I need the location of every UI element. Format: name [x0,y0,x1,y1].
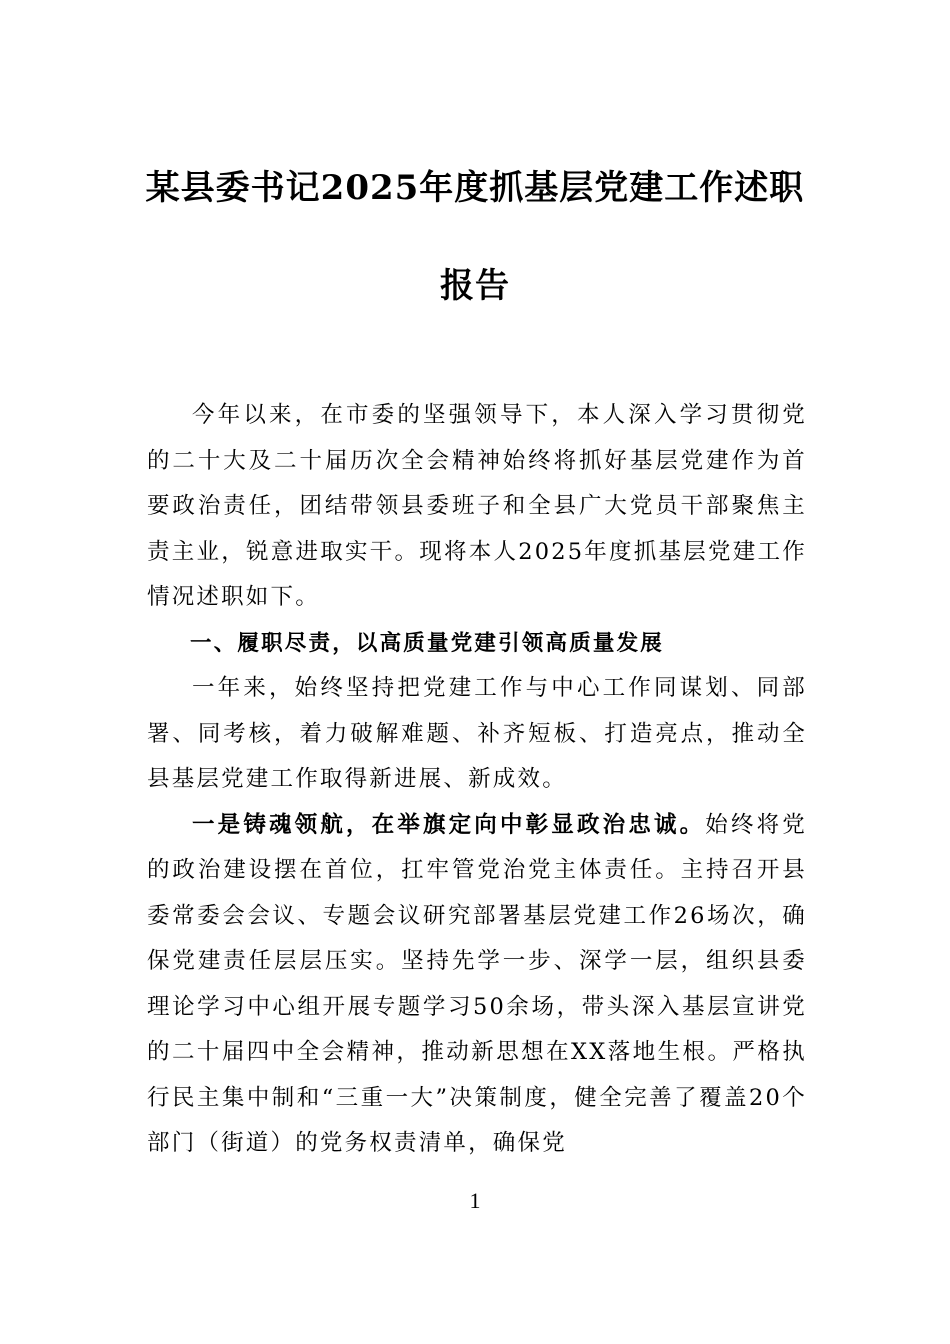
point-1-text: 始终将党的政治建设摆在首位，扛牢管党治党主体责任。主持召开县委常委会会议、专题会议研究部署基层党建工作26场次，确保党建责任层层压实。坚持先学一步、深学一层，组织县委理论学习中心组开展专题学习50余场，带头深入基层宣讲党的二十届四中全会精神，推动新思想在XX落地生根。严格执行民主集中制和“三重一大”决策制度，健全完善了覆盖20个部门（街道）的党务权责清单，确保党 [147,811,807,1156]
point-1-paragraph [147,803,807,1167]
section-heading-1: 一、履职尽责，以高质量党建引领高质量发展 [190,630,665,656]
intro-paragraph: 今年以来，在市委的坚强领导下，本人深入学习贯彻党的二十大及二十届历次全会精神始终将抓好基层党建作为首要政治责任，团结带领县委班子和全县广大党员干部聚焦主责主业，锐意进取实干。现将本人2025年度抓基层党建工作情况述职如下。 [147,402,807,610]
document-body [147,393,807,1167]
document-title-line-2: 报告 [440,266,510,306]
document-title-line-1: 某县委书记2025年度抓基层党建工作述职 [145,168,805,208]
page-number: 1 [469,1188,481,1213]
point-1-lead: 一是铸魂领航，在举旗定向中彰显政治忠诚。 [192,811,706,838]
section-1-paragraph: 一年来，始终坚持把党建工作与中心工作同谋划、同部署、同考核，着力破解难题、补齐短板、打造亮点，推动全县基层党建工作取得新进展、新成效。 [147,675,807,792]
